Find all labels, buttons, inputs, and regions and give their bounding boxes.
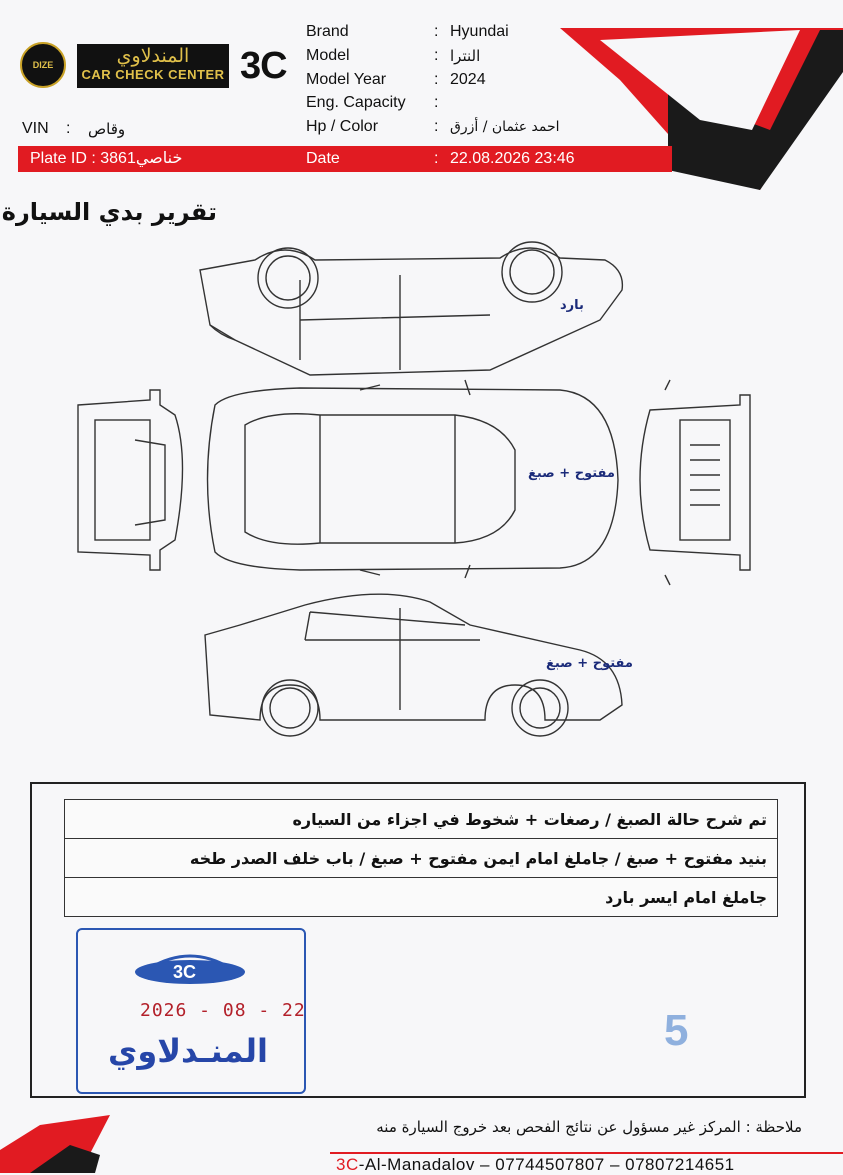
brand-colon: : [434,23,439,40]
footer-phones: -Al-Manadalov – 07744507807 – 07807214651 [358,1155,735,1174]
report-title: تقرير بدي السيارة [1,198,217,226]
footer-contact [336,1155,735,1175]
plate-id: Plate ID : 3861خناصي [30,150,183,167]
page-number: 5 [664,1006,689,1055]
date-colon: : [434,150,439,167]
car-body-diagram [0,230,843,775]
hp-color-colon: : [434,118,439,135]
logo-3c: 3C [240,45,287,87]
logo-badge: DIZE [20,42,66,88]
table-row [65,839,778,878]
hp-color-value: احمد عثمان / أزرق [450,119,560,135]
car-view-rear [78,390,183,570]
vin-colon: : [66,120,71,137]
brand-value: Hyundai [450,23,509,40]
logo-arabic-text: المندلاوي [116,45,190,67]
engine-capacity-colon: : [434,94,439,111]
hp-color-label: Hp / Color [306,118,379,135]
vin-label: VIN [22,120,49,137]
note-cell: تم شرح حالة الصبغ / رصغات + شخوط في اجزاء من السياره [65,800,778,839]
car-view-front [640,380,750,585]
footer-brand: 3C [336,1155,359,1174]
date-value: 22.08.2026 23:46 [450,150,575,167]
model-year-label: Model Year [306,71,387,88]
model-label: Model [306,47,350,64]
date-label: Date [306,150,340,167]
model-value: النترا [450,47,481,65]
model-year-colon: : [434,71,439,88]
model-colon: : [434,47,439,64]
engine-capacity-label: Eng. Capacity [306,94,406,111]
logo-english-text: CAR CHECK CENTER [81,67,225,82]
vin-value: وقاص [88,120,126,138]
table-row [65,800,778,839]
stamp-3c-mark: 3C [173,962,197,982]
table-row [65,878,778,917]
footer-disclaimer: ملاحظة : المركز غير مسؤول عن نتائج الفحص بعد خروج السيارة منه [376,1118,802,1136]
note-cell: جاملغ امام ايسر بارد [65,878,778,917]
note-cell: بنيد مفتوح + صبغ / جاملغ امام ايمن مفتوح + صبغ / باب خلف الصدر طخه [65,839,778,878]
stamp-name: المنـدلاوي [108,1032,268,1070]
notes-table [64,799,778,917]
model-year-value: 2024 [450,71,486,88]
brand-label: Brand [306,23,349,40]
annotation-top-roof: مفتوح + صبغ [528,466,615,481]
annotation-top-view: بارد [560,298,584,313]
stamp-date: 2026 - 08 - 22 [140,1000,306,1021]
logo-banner [77,44,229,88]
annotation-right-side: مفتوح + صبغ [546,656,633,671]
